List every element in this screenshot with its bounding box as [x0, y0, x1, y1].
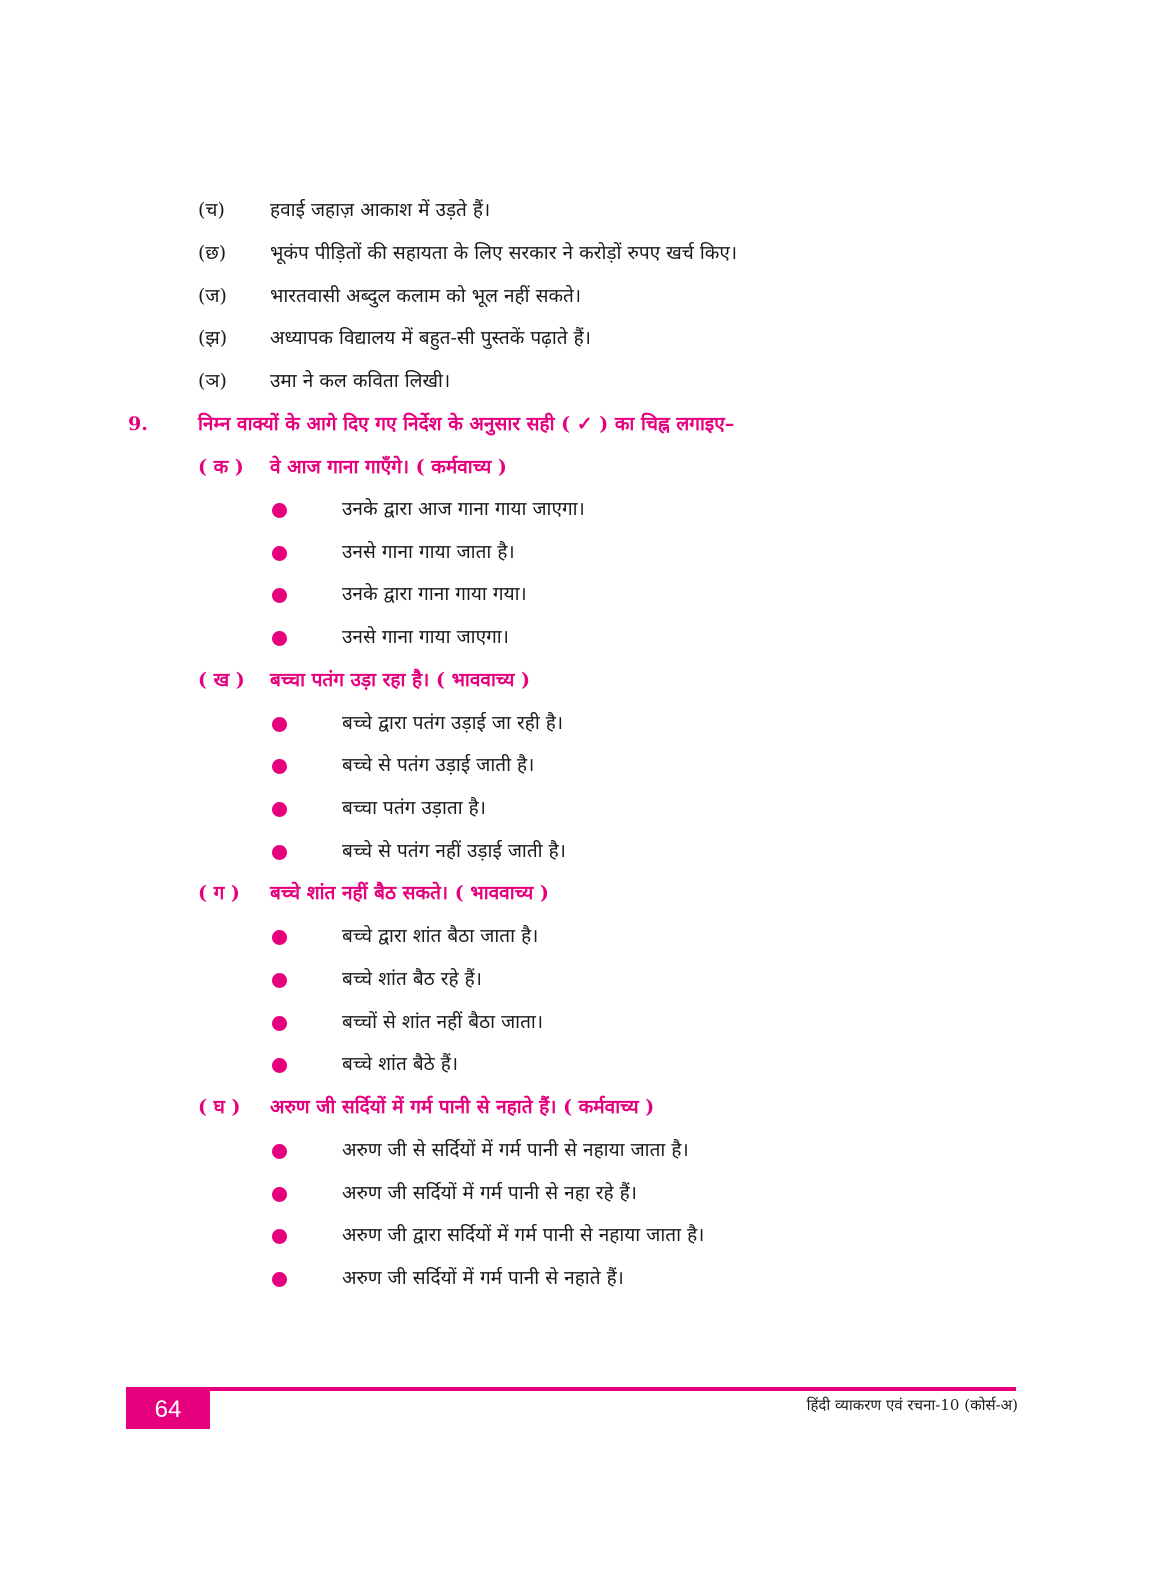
bullet-icon [272, 631, 287, 646]
option-text: बच्चे शांत बैठ रहे हैं। [342, 968, 482, 990]
option-text: उनके द्वारा गाना गाया गया। [342, 583, 527, 605]
item-label: (ञ) [198, 370, 227, 392]
section-label: ( क ) [198, 456, 244, 478]
option-text: उनसे गाना गाया जाता है। [342, 541, 515, 563]
item-label: (छ) [198, 242, 227, 264]
section-title: बच्चा पतंग उड़ा रहा है। ( भाववाच्य ) [270, 669, 531, 691]
bullet-icon [272, 1016, 287, 1031]
option-text: उनके द्वारा आज गाना गाया जाएगा। [342, 498, 585, 520]
section-title: बच्चे शांत नहीं बैठ सकते। ( भाववाच्य ) [270, 882, 549, 904]
section-label: ( ग ) [198, 882, 240, 904]
bullet-icon [272, 973, 287, 988]
item-label: (च) [198, 199, 225, 221]
option-text: बच्चा पतंग उड़ाता है। [342, 797, 486, 819]
bullet-icon [272, 930, 287, 945]
bullet-icon [272, 1229, 287, 1244]
option-text: अरुण जी से सर्दियों में गर्म पानी से नहाया जाता है। [342, 1139, 689, 1161]
bullet-icon [272, 1058, 287, 1073]
bullet-icon [272, 759, 287, 774]
item-text: उमा ने कल कविता लिखी। [270, 370, 451, 392]
item-label: (ज) [198, 285, 227, 307]
section-label: ( घ ) [198, 1096, 241, 1118]
section-title: अरुण जी सर्दियों में गर्म पानी से नहाते हैं। ( कर्मवाच्य ) [270, 1096, 655, 1118]
item-text: हवाई जहाज़ आकाश में उड़ते हैं। [270, 199, 491, 221]
option-text: अरुण जी सर्दियों में गर्म पानी से नहाते हैं। [342, 1267, 624, 1289]
item-text: भारतवासी अब्दुल कलाम को भूल नहीं सकते। [270, 285, 582, 307]
option-text: बच्चे शांत बैठे हैं। [342, 1053, 459, 1075]
bullet-icon [272, 1272, 287, 1287]
bullet-icon [272, 802, 287, 817]
bullet-icon [272, 845, 287, 860]
bullet-icon [272, 546, 287, 561]
item-label: (झ) [198, 327, 228, 349]
option-text: बच्चे से पतंग उड़ाई जाती है। [342, 754, 535, 776]
question-number: 9. [128, 413, 148, 435]
bullet-icon [272, 503, 287, 518]
option-text: अरुण जी सर्दियों में गर्म पानी से नहा रहे हैं। [342, 1182, 637, 1204]
bullet-icon [272, 1187, 287, 1202]
option-text: बच्चों से शांत नहीं बैठा जाता। [342, 1011, 544, 1033]
option-text: उनसे गाना गाया जाएगा। [342, 626, 509, 648]
item-text: भूकंप पीड़ितों की सहायता के लिए सरकार ने करोड़ों रुपए खर्च किए। [270, 242, 738, 264]
question-text: निम्न वाक्यों के आगे दिए गए निर्देश के अनुसार सही ( ✓ ) का चिह्न लगाइए– [198, 413, 735, 435]
bullet-icon [272, 588, 287, 603]
item-text: अध्यापक विद्यालय में बहुत-सी पुस्तकें पढ़ाते हैं। [270, 327, 591, 349]
option-text: बच्चे से पतंग नहीं उड़ाई जाती है। [342, 840, 566, 862]
book-title: हिंदी व्याकरण एवं रचना-10 (कोर्स-अ) [806, 1396, 1018, 1414]
page-number: 64 [126, 1391, 210, 1429]
footer-rule [126, 1387, 1016, 1391]
option-text: बच्चे द्वारा शांत बैठा जाता है। [342, 925, 539, 947]
bullet-icon [272, 717, 287, 732]
bullet-icon [272, 1144, 287, 1159]
section-title: वे आज गाना गाएँगे। ( कर्मवाच्य ) [270, 456, 507, 478]
option-text: बच्चे द्वारा पतंग उड़ाई जा रही है। [342, 712, 564, 734]
section-label: ( ख ) [198, 669, 245, 691]
option-text: अरुण जी द्वारा सर्दियों में गर्म पानी से नहाया जाता है। [342, 1224, 705, 1246]
